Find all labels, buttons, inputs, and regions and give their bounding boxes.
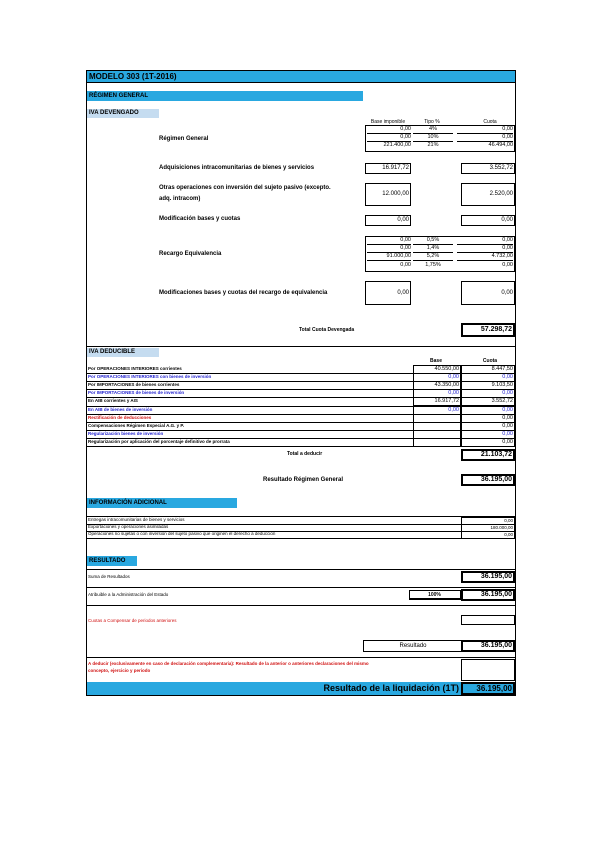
modificacion-label: Modificación bases y cuotas: [159, 216, 241, 222]
mod-recargo-label: Modificaciones bases y cuotas del recargo de equivalencia: [159, 290, 328, 296]
adquisiciones-label: Adquisiciones intracomunitarias de bienes y servicios: [159, 165, 315, 171]
deducible-row-label: Rectificación de deducciones: [88, 414, 152, 420]
recargo-cuota-52: 4.732,00: [457, 253, 513, 261]
adquisiciones-cuota: 3.552,72: [461, 163, 515, 174]
atribuible-pct: 100%: [409, 590, 461, 600]
mod-recargo-cuota: 0,00: [461, 281, 515, 305]
rg-base-4: 0,00: [367, 126, 411, 134]
resultado-value: 36.195,00: [461, 640, 515, 652]
info-row-label: Entregas intracomunitarias de bienes y servicios: [88, 517, 185, 522]
rg-tipo-10: 10%: [413, 134, 453, 142]
deducible-row-label: Por IMPORTACIONES de bienes corrientes: [88, 382, 180, 388]
deducible-row-base: 0,00: [413, 406, 461, 415]
regimen-general-label: Régimen General: [159, 136, 209, 142]
deducible-row-cuota: 0,00: [461, 422, 515, 431]
recargo-base-05: 0,00: [367, 237, 411, 245]
resultado-regimen-general-label: Resultado Régimen General: [263, 477, 344, 483]
info-adicional-heading: INFORMACIÓN ADICIONAL: [87, 498, 237, 508]
deducible-row-cuota: 8.447,50: [461, 365, 515, 374]
total-deducir-label: Total a deducir: [287, 451, 323, 457]
modificacion-base: 0,00: [365, 215, 411, 226]
recargo-cuota-05: 0,00: [457, 237, 513, 245]
liquidacion-value: 36.195,00: [461, 682, 515, 695]
divider: [87, 657, 515, 658]
deducible-row-cuota: 0,00: [461, 414, 515, 423]
resultado-regimen-general-value: 36.195,00: [461, 474, 515, 486]
rg-tipo-21: 21%: [427, 142, 439, 148]
resultado-label-box: Resultado: [363, 640, 463, 652]
rg-cuota-10: 0,00: [457, 134, 513, 142]
regimen-general-band: RÉGIMEN GENERAL: [87, 91, 363, 101]
deducible-row-base: 43.350,00: [413, 381, 461, 390]
info-row-label: Exportaciones y operaciones asimiladas: [88, 524, 169, 529]
deducible-row-base: [413, 438, 461, 447]
deducible-row-label: En AIB de bienes de inversión: [88, 406, 153, 412]
suma-resultados-value: 36.195,00: [461, 571, 515, 583]
col-base-imponible: Base imponible: [370, 119, 406, 125]
total-deducir-value: 21.103,72: [461, 449, 515, 461]
col-cuota: Cuota: [483, 119, 497, 125]
recargo-tipo-52: 5,2%: [413, 253, 453, 261]
mod-recargo-base: 0,00: [365, 281, 411, 305]
deducible-row-label: Regularización por aplicación del porcentaje definitivo de prorrata: [88, 438, 230, 444]
rg-base-21: 221.400,00: [383, 142, 411, 148]
rg-tipo-4: 4%: [413, 126, 453, 134]
divider: [87, 346, 515, 347]
iva-deducible-heading: IVA DEDUCIBLE: [87, 348, 159, 357]
otras-operaciones-label-1: Otras operaciones con inversión del sujeto pasivo (excepto.: [159, 185, 331, 191]
deducible-row-cuota: 3.552,72: [461, 397, 515, 406]
recargo-equivalencia-label: Recargo Equivalencia: [159, 251, 222, 257]
deducible-row-label: Regularización bienes de inversión: [88, 430, 164, 436]
total-devengada-label: Total Cuota Devengada: [299, 327, 355, 333]
rg-base-10: 0,00: [367, 134, 411, 142]
info-row-value: 0,00: [461, 517, 515, 525]
deducible-row-base: 0,00: [413, 389, 461, 398]
info-row-divider: [87, 538, 515, 539]
divider: [87, 569, 515, 570]
cuotas-compensar-label: Cuotas a Compensar de periodos anteriores: [88, 618, 177, 623]
deducible-row-label: Compensaciones Régimen Especial A.G. y P.: [88, 422, 185, 428]
deducible-row-base: 40.550,00: [413, 365, 461, 374]
col-deducible-base: Base: [430, 358, 442, 364]
rg-cuota-21: 46.494,00: [488, 142, 513, 148]
deducible-row-base: 16.917,72: [413, 397, 461, 406]
deducir-text-1: A deducir (exclusivamente en caso de declaración complementaria): Resultado de la anterior o anteriores declaraciones del mismo: [88, 661, 369, 666]
deducir-text-2: concepto, ejercicio y periodo: [88, 668, 151, 673]
recargo-base-52: 91.000,00: [367, 253, 411, 261]
modificacion-cuota: 0,00: [461, 215, 515, 226]
cuotas-compensar-value: [461, 615, 515, 625]
rg-cuota-4: 0,00: [457, 126, 513, 134]
deducible-row-label: En AIB corrientes y AIS: [88, 398, 138, 404]
recargo-cuota-14: 0,00: [457, 245, 513, 253]
deducible-row-cuota: 0,00: [461, 430, 515, 439]
recargo-cuota-175: 0,00: [502, 262, 513, 268]
modelo-303-form: [86, 70, 516, 696]
deducible-row-cuota: 0,00: [461, 406, 515, 415]
deducible-row-label: Por OPERACIONES INTERIORES corrientes: [88, 366, 182, 371]
info-row-label: Operaciones no sujetas o con inversión del sujeto pasivo que originen el derecho a deducción: [88, 531, 276, 536]
divider: [87, 605, 515, 606]
otras-operaciones-cuota: 2.520,00: [461, 183, 515, 206]
recargo-base-175: 0,00: [400, 262, 411, 268]
deducible-row-base: 0,00: [413, 373, 461, 382]
liquidacion-label: Resultado de la liquidación (1T): [323, 683, 459, 693]
deducible-row-cuota: 0,00: [461, 438, 515, 447]
recargo-base-14: 0,00: [367, 245, 411, 253]
deducible-row-cuota: 0,00: [461, 389, 515, 398]
deducible-row-cuota: 0,00: [461, 373, 515, 382]
recargo-tipo-05: 0,5%: [413, 237, 453, 245]
recargo-tipo-175: 1,75%: [425, 262, 441, 268]
recargo-tipo-14: 1,4%: [413, 245, 453, 253]
resultado-heading: RESULTADO: [87, 556, 137, 566]
suma-resultados-label: Suma de Resultados: [88, 574, 130, 579]
divider: [87, 587, 515, 588]
deducible-row-label: Por IMPORTACIONES de bienes de inversión: [88, 390, 185, 396]
deducir-value: [461, 659, 515, 681]
adquisiciones-base: 16.917,72: [365, 163, 411, 174]
iva-devengado-heading: IVA DEVENGADO: [87, 109, 159, 118]
form-title: MODELO 303 (1T-2016): [87, 71, 515, 83]
deducible-row-label: Por OPERACIONES INTERIORES con bienes de inversión: [88, 374, 212, 380]
total-devengada-value: 57.298,72: [461, 323, 515, 337]
col-tipo: Tipo %: [424, 119, 440, 125]
otras-operaciones-label-2: adq. intracom): [159, 196, 201, 202]
otras-operaciones-base: 12.000,00: [365, 183, 411, 206]
info-row-value: 0,00: [461, 531, 515, 539]
atribuible-value: 36.195,00: [461, 589, 515, 601]
deducible-row-cuota: 9.103,50: [461, 381, 515, 390]
atribuible-label: Atribuible a la Administración del Estado: [88, 592, 169, 597]
col-deducible-cuota: Cuota: [482, 358, 498, 364]
info-row-value: 180.000,00: [461, 524, 515, 532]
